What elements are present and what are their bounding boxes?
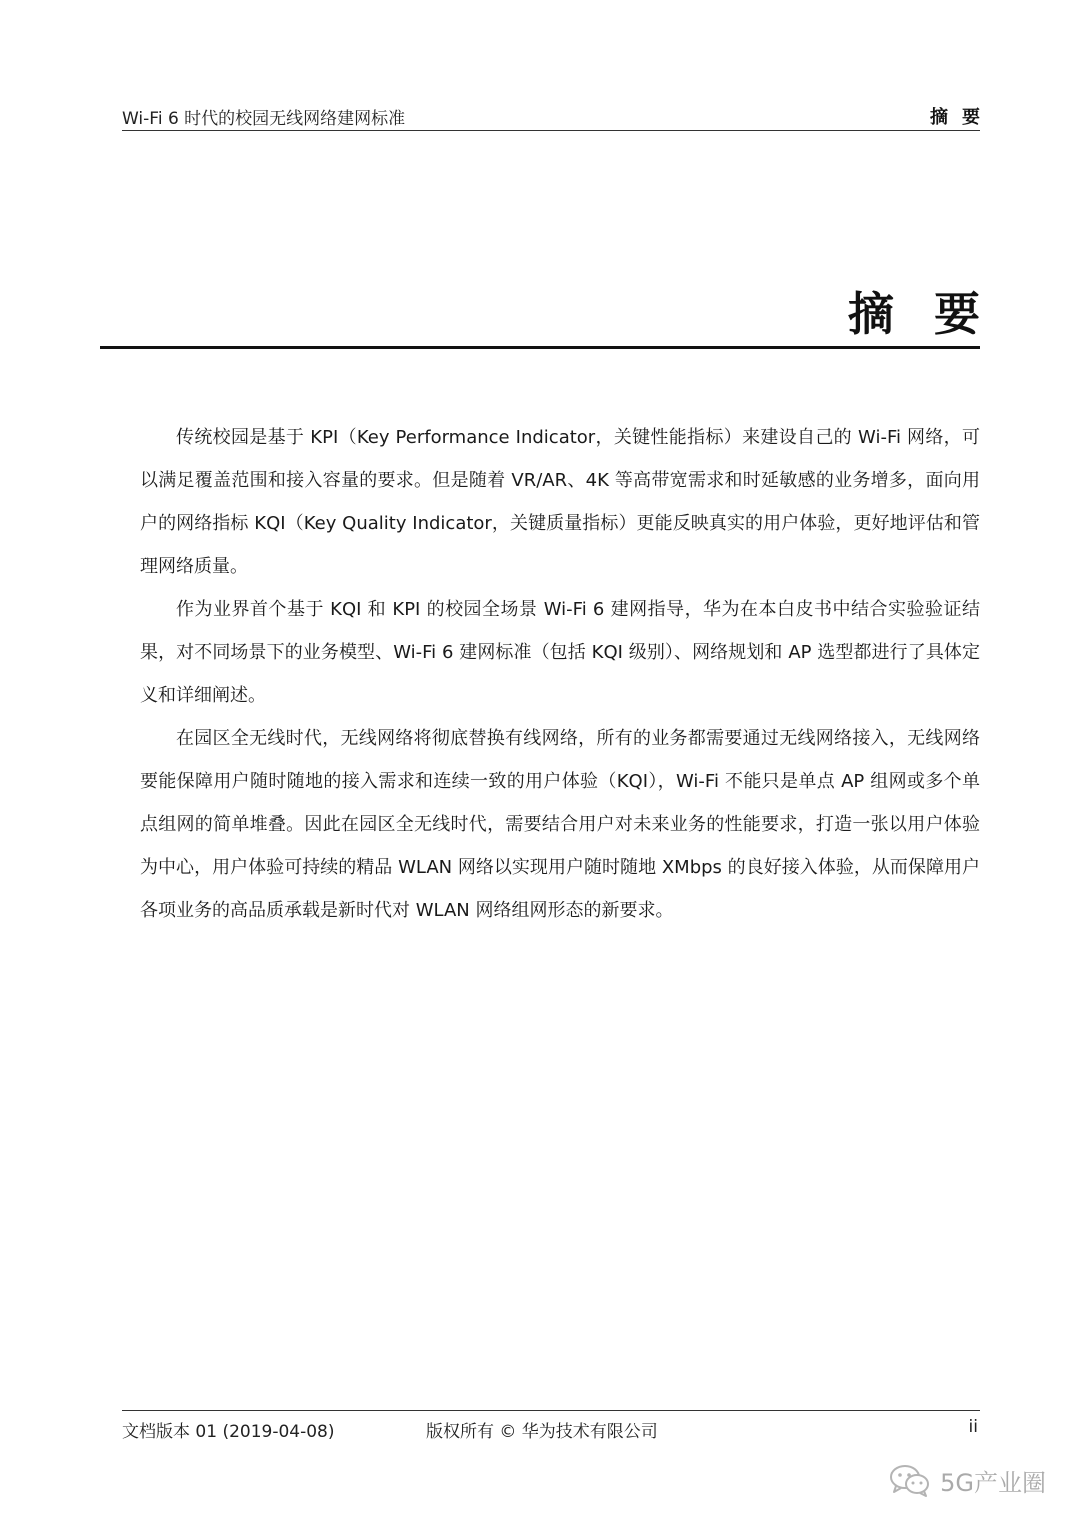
watermark-text: 5G产业圈 [940, 1468, 1046, 1497]
abstract-paragraph-3: 在园区全无线时代，无线网络将彻底替换有线网络，所有的业务都需要通过无线网络接入，无线网络要能保障用户随时随地的接入需求和连续一致的用户体验（KQI），Wi-Fi 不能只是单点 AP 组网或多个单点组网的简单堆叠。因此在园区全无线时代，需要结合用户对未来业务的性能要求，打造一张以用户体验为中心，用户体验可持续的精品 WLAN 网络以实现用户随时随地 XMbps 的良好接入体验，从而保障用户各项业务的高品质承载是新时代对 WLAN 网络组网形态的新要求。 [140, 728, 980, 921]
abstract-paragraph-1: 传统校园是基于 KPI（Key Performance Indicator，关键性能指标）来建设自己的 Wi-Fi 网络，可以满足覆盖范围和接入容量的要求。但是随着 VR/AR、4K 等高带宽需求和时延敏感的业务增多，面向用户的网络指标 KQI（Key Quality Indicator，关键质量指标）更能反映真实的用户体验，更好地评估和管理网络质量。 [140, 427, 980, 577]
title-divider [100, 346, 980, 349]
footer-page-number: ii [968, 1417, 978, 1437]
footer-doc-version: 文档版本 01 (2019-04-08) [122, 1422, 335, 1442]
source-watermark [888, 1458, 1046, 1502]
wechat-icon [888, 1462, 932, 1498]
footer-copyright: 版权所有 © 华为技术有限公司 [426, 1422, 658, 1442]
header-section-label: 摘要 [930, 107, 994, 128]
page-footer [122, 1410, 980, 1451]
abstract-body [140, 416, 980, 932]
page-header [122, 98, 994, 131]
abstract-paragraph-2: 作为业界首个基于 KQI 和 KPI 的校园全场景 Wi-Fi 6 建网指导，华为在本白皮书中结合实验验证结果，对不同场景下的业务模型、Wi-Fi 6 建网标准（包括 KQI 级别）、网络规划和 AP 选型都进行了具体定义和详细阐述。 [140, 599, 980, 706]
header-doc-title: Wi-Fi 6 时代的校园无线网络建网标准 [122, 109, 406, 129]
page-title: 摘要 [848, 287, 1020, 341]
